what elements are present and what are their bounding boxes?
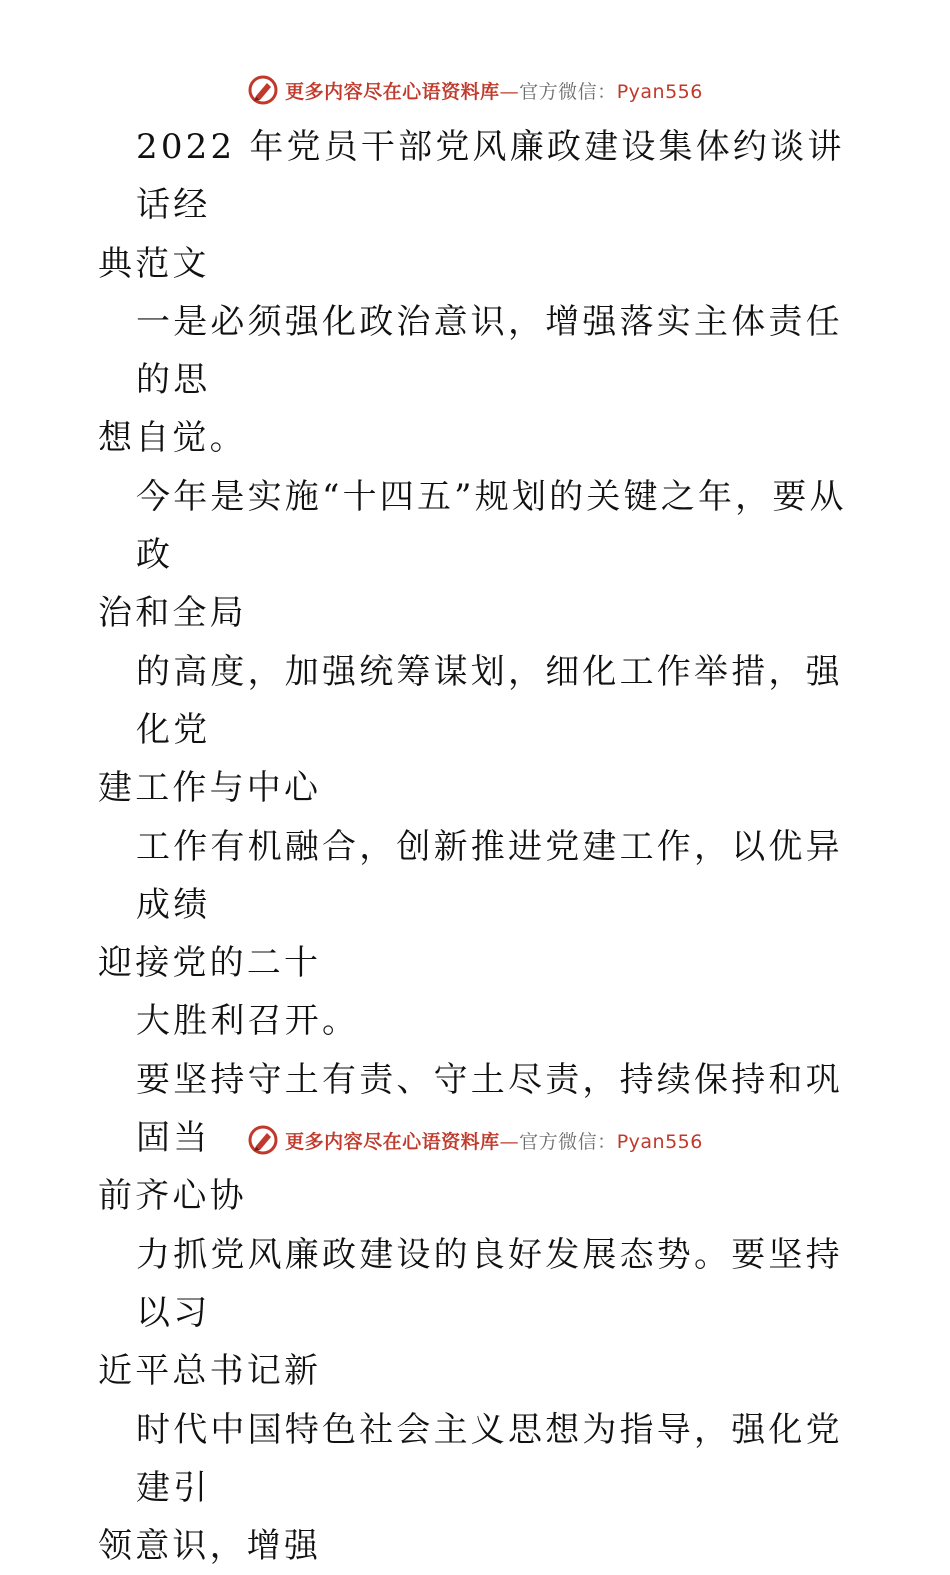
header-banner-label: 官方微信： [519,80,617,103]
footer-banner-label: 官方微信： [519,1130,617,1153]
title-line-1: 2022 年党员干部党风廉政建设集体约谈讲话经 [136,127,845,226]
document-body [98,118,858,1575]
header-banner-wechat-id: Pyan556 [616,80,703,103]
paragraph-line: 想自觉。 [98,418,247,459]
paragraph-line: 工作有机融合，创新推进党建工作，以优异成绩 [136,826,843,925]
paragraph-line: 领意识，增强 [98,1526,322,1567]
paragraph-8 [98,1401,858,1575]
paragraph-3 [98,643,858,818]
paragraph-4 [98,818,858,993]
paragraph-2 [98,468,858,643]
paragraph-line: 要坚持守土有责、守土尽责，持续保持和巩固当 [136,1059,843,1159]
paragraph-line: 的高度，加强统筹谋划，细化工作举措，强化党 [136,651,843,750]
paragraph-line: 迎接党的二十 [98,943,322,984]
paragraph-line: 时代中国特色社会主义思想为指导，强化党建引 [136,1409,843,1508]
paragraph-5 [98,992,858,1050]
pen-logo-icon [247,1124,279,1156]
paragraph-line: 前齐心协 [98,1176,247,1217]
footer-banner-wechat-id: Pyan556 [616,1130,703,1153]
paragraph-line: 近平总书记新 [98,1351,322,1392]
paragraph-1 [98,293,858,468]
paragraph-line: 一是必须强化政治意识，增强落实主体责任的思 [136,301,843,401]
footer-banner-prefix: 更多内容尽在心语资料库 [285,1130,500,1153]
paragraph-7 [98,1226,858,1401]
document-title [98,118,858,293]
header-banner [0,70,950,110]
paragraph-line: 大胜利召开。 [136,1001,360,1042]
paragraph-line: 治和全局 [98,593,247,634]
footer-banner-text [285,1127,703,1154]
header-banner-text [285,77,703,104]
title-line-2: 典范文 [98,243,210,284]
header-banner-dash: — [499,80,520,103]
header-banner-prefix: 更多内容尽在心语资料库 [285,80,500,103]
paragraph-line: 力抓党风廉政建设的良好发展态势。要坚持以习 [136,1234,843,1333]
footer-banner [0,1120,950,1160]
paragraph-line: 今年是实施“十四五”规划的关键之年，要从政 [136,476,847,576]
pen-logo-icon [247,74,279,106]
footer-banner-dash: — [499,1130,520,1153]
paragraph-line: 建工作与中心 [98,768,322,809]
